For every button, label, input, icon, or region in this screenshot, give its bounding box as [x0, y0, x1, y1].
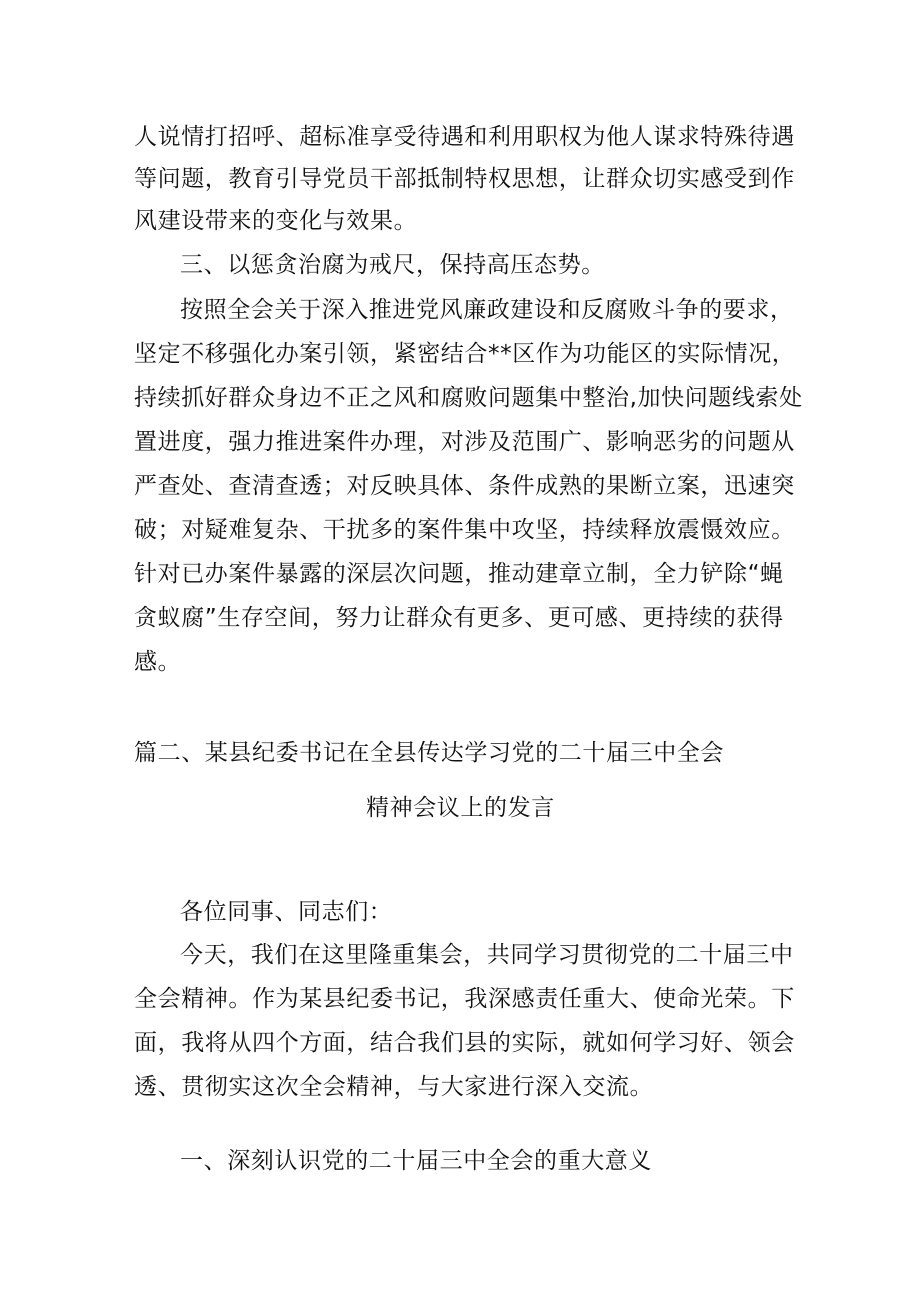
paragraph-line: 等问题，教育引导党员干部抵制特权思想，让群众切实感受到作: [134, 166, 795, 192]
paragraph-line: 透、贯彻实这次全会精神，与大家进行深入交流。: [134, 1074, 654, 1100]
paragraph-line: 坚定不移强化办案引领，紧密结合**区作为功能区的实际情况，: [134, 341, 796, 367]
paragraph-line: 破；对疑难复杂、干扰多的案件集中攻坚，持续释放震慑效应。: [134, 517, 795, 543]
article-title-line: 篇二、某县纪委书记在全县传达学习党的二十届三中全会: [134, 740, 724, 766]
paragraph-line: 针对已办案件暴露的深层次问题，推动建章立制，全力铲除“蝇: [134, 561, 784, 587]
salutation: 各位同事、同志们：: [180, 899, 393, 925]
paragraph-line: 持续抓好群众身边不正之风和腐败问题集中整治,加快问题线索处: [134, 385, 803, 411]
paragraph-line: 严查处、查清查透；对反映具体、条件成熟的果断立案，迅速突: [134, 473, 795, 499]
paragraph-line: 贪蚁腐”生存空间，努力让群众有更多、更可感、更持续的获得: [134, 605, 784, 631]
paragraph-line: 全会精神。作为某县纪委书记，我深感责任重大、使命光荣。下: [134, 986, 795, 1012]
section-one-heading: 一、深刻认识党的二十届三中全会的重大意义: [180, 1148, 652, 1174]
section-three-heading: 三、以惩贪治腐为戒尺，保持高压态势。: [180, 252, 605, 278]
paragraph-line: 面，我将从四个方面，结合我们县的实际，就如何学习好、领会: [134, 1030, 795, 1056]
article-title-line: 精神会议上的发言: [366, 795, 555, 821]
paragraph-line: 置进度，强力推进案件办理，对涉及范围广、影响恶劣的问题从: [134, 429, 795, 455]
paragraph-line: 人说情打招呼、超标准享受待遇和利用职权为他人谋求特殊待遇: [134, 124, 795, 150]
paragraph-line: 感。: [134, 649, 182, 675]
paragraph-line: 按照全会关于深入推进党风廉政建设和反腐败斗争的要求，: [180, 297, 794, 323]
paragraph-line: 风建设带来的变化与效果。: [134, 208, 418, 234]
paragraph-line: 今天，我们在这里隆重集会，共同学习贯彻党的二十届三中: [180, 942, 794, 968]
